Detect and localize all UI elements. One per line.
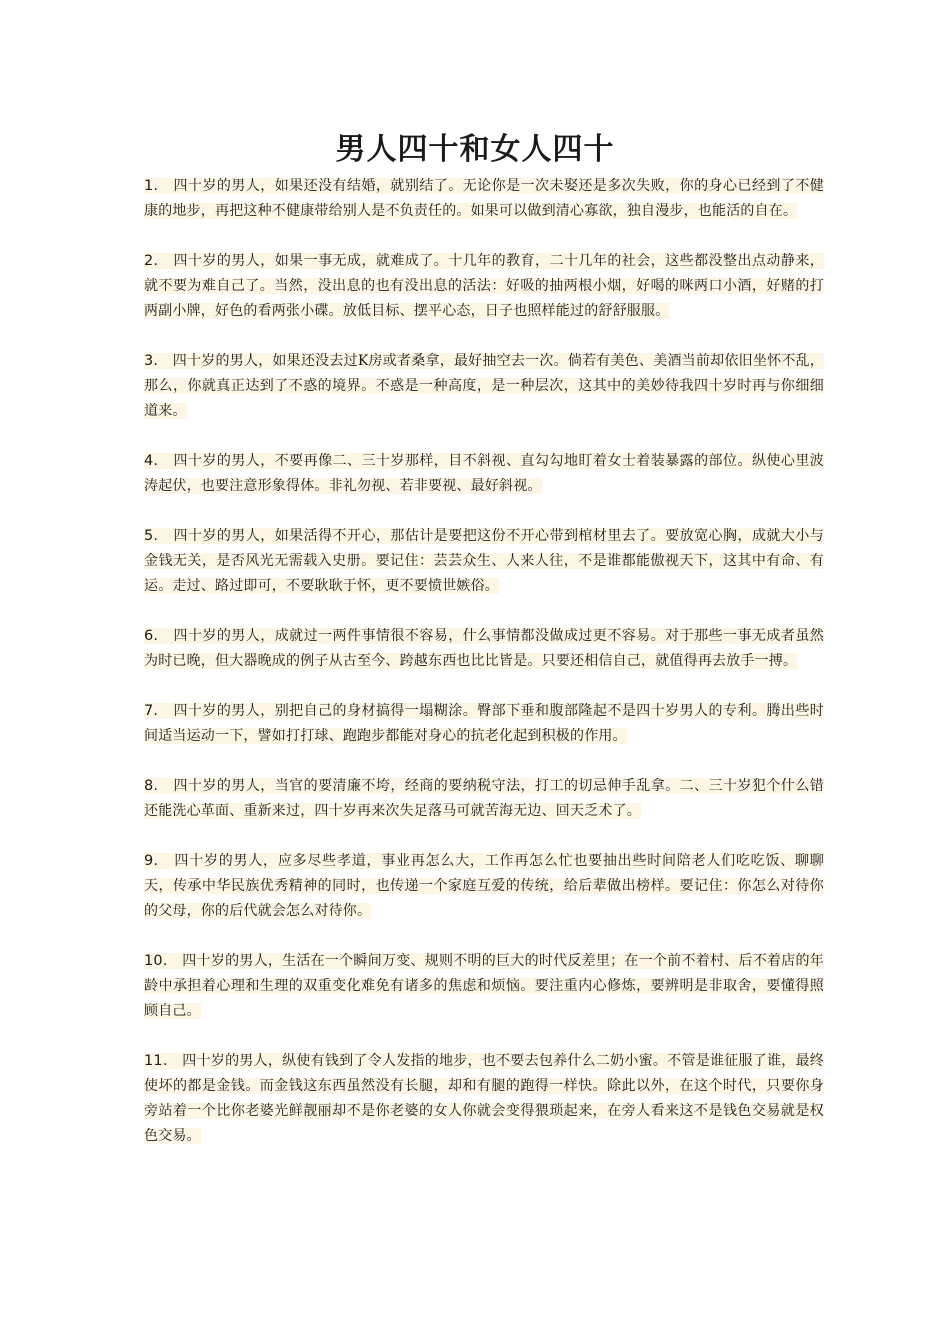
item-number: 1. — [144, 178, 159, 194]
item-number: 5. — [144, 528, 159, 544]
list-item — [144, 624, 824, 674]
item-text: 四十岁的男人，如果还没有结婚，就别结了。无论你是一次未娶还是多次失败，你的身心已经到了不健康的地步，再把这种不健康带给别人是不负责任的。如果可以做到清心寡欲，独自漫步，也能活的自在。 — [144, 178, 824, 219]
item-number: 11. — [144, 1053, 168, 1069]
list-item — [144, 249, 824, 324]
item-number: 10. — [144, 953, 168, 969]
list-item — [144, 949, 824, 1024]
list-item — [144, 449, 824, 499]
list-item — [144, 774, 824, 824]
item-number: 3. — [144, 353, 159, 369]
list-item — [144, 349, 824, 424]
list-item — [144, 524, 824, 599]
item-number: 8. — [144, 778, 159, 794]
item-text: 四十岁的男人，别把自己的身材搞得一塌糊涂。臀部下垂和腹部隆起不是四十岁男人的专利。腾出些时间适当运动一下，譬如打打球、跑跑步都能对身心的抗老化起到积极的作用。 — [144, 703, 824, 744]
item-number: 2. — [144, 253, 159, 269]
document-body — [144, 174, 824, 1174]
item-text: 四十岁的男人，如果一事无成，就难成了。十几年的教育，二十几年的社会，这些都没整出点动静来，就不要为难自己了。当然，没出息的也有没出息的活法：好吸的抽两根小烟，好喝的咪两口小酒，好赌的打两副小牌，好色的看两张小碟。放低目标、摆平心态，日子也照样能过的舒舒服服。 — [144, 253, 824, 319]
list-item — [144, 699, 824, 749]
item-text: 四十岁的男人，纵使有钱到了令人发指的地步，也不要去包养什么二奶小蜜。不管是谁征服了谁，最终使坏的都是金钱。而金钱这东西虽然没有长腿，却和有腿的跑得一样快。除此以外，在这个时代，只要你身旁站着一个比你老婆光鲜靓丽却不是你老婆的女人你就会变得猥琐起来，在旁人看来这不是钱色交易就是权色交易。 — [144, 1053, 825, 1144]
list-item — [144, 1049, 824, 1149]
item-text: 四十岁的男人，应多尽些孝道，事业再怎么大，工作再怎么忙也要抽出些时间陪老人们吃吃饭、聊聊天，传承中华民族优秀精神的同时，也传递一个家庭互爱的传统，给后辈做出榜样。要记住：你怎么对待你的父母，你的后代就会怎么对待你。 — [144, 853, 824, 919]
item-text: 四十岁的男人，如果还没去过K房或者桑拿，最好抽空去一次。倘若有美色、美酒当前却依旧坐怀不乱，那么，你就真正达到了不惑的境界。不惑是一种高度，是一种层次，这其中的美妙待我四十岁时再与你细细道来。 — [144, 353, 824, 419]
item-number: 9. — [144, 853, 159, 869]
item-text: 四十岁的男人，如果活得不开心，那估计是要把这份不开心带到棺材里去了。要放宽心胸，成就大小与金钱无关，是否风光无需载入史册。要记住：芸芸众生、人来人往，不是谁都能傲视天下，这其中有命、有运。走过、路过即可，不要耿耿于怀，更不要愤世嫉俗。 — [144, 528, 824, 594]
item-text: 四十岁的男人，成就过一两件事情很不容易，什么事情都没做成过更不容易。对于那些一事无成者虽然为时已晚，但大器晚成的例子从古至今、跨越东西也比比皆是。只要还相信自己，就值得再去放手一搏。 — [144, 628, 824, 669]
item-number: 4. — [144, 453, 159, 469]
document-title: 男人四十和女人四十 — [335, 132, 615, 167]
item-number: 7. — [144, 703, 159, 719]
list-item — [144, 849, 824, 924]
list-item — [144, 174, 824, 224]
item-text: 四十岁的男人，生活在一个瞬间万变、规则不明的巨大的时代反差里；在一个前不着村、后不着店的年龄中承担着心理和生理的双重变化难免有诸多的焦虑和烦恼。要注重内心修炼，要辨明是非取舍，要懂得照顾自己。 — [144, 953, 825, 1019]
item-text: 四十岁的男人，不要再像二、三十岁那样，目不斜视、直勾勾地盯着女士着装暴露的部位。纵使心里波涛起伏，也要注意形象得体。非礼勿视、若非要视、最好斜视。 — [144, 453, 824, 494]
item-number: 6. — [144, 628, 159, 644]
item-text: 四十岁的男人，当官的要清廉不垮，经商的要纳税守法，打工的切忌伸手乱拿。二、三十岁犯个什么错还能洗心革面、重新来过，四十岁再来次失足落马可就苦海无边、回天乏术了。 — [144, 778, 824, 819]
